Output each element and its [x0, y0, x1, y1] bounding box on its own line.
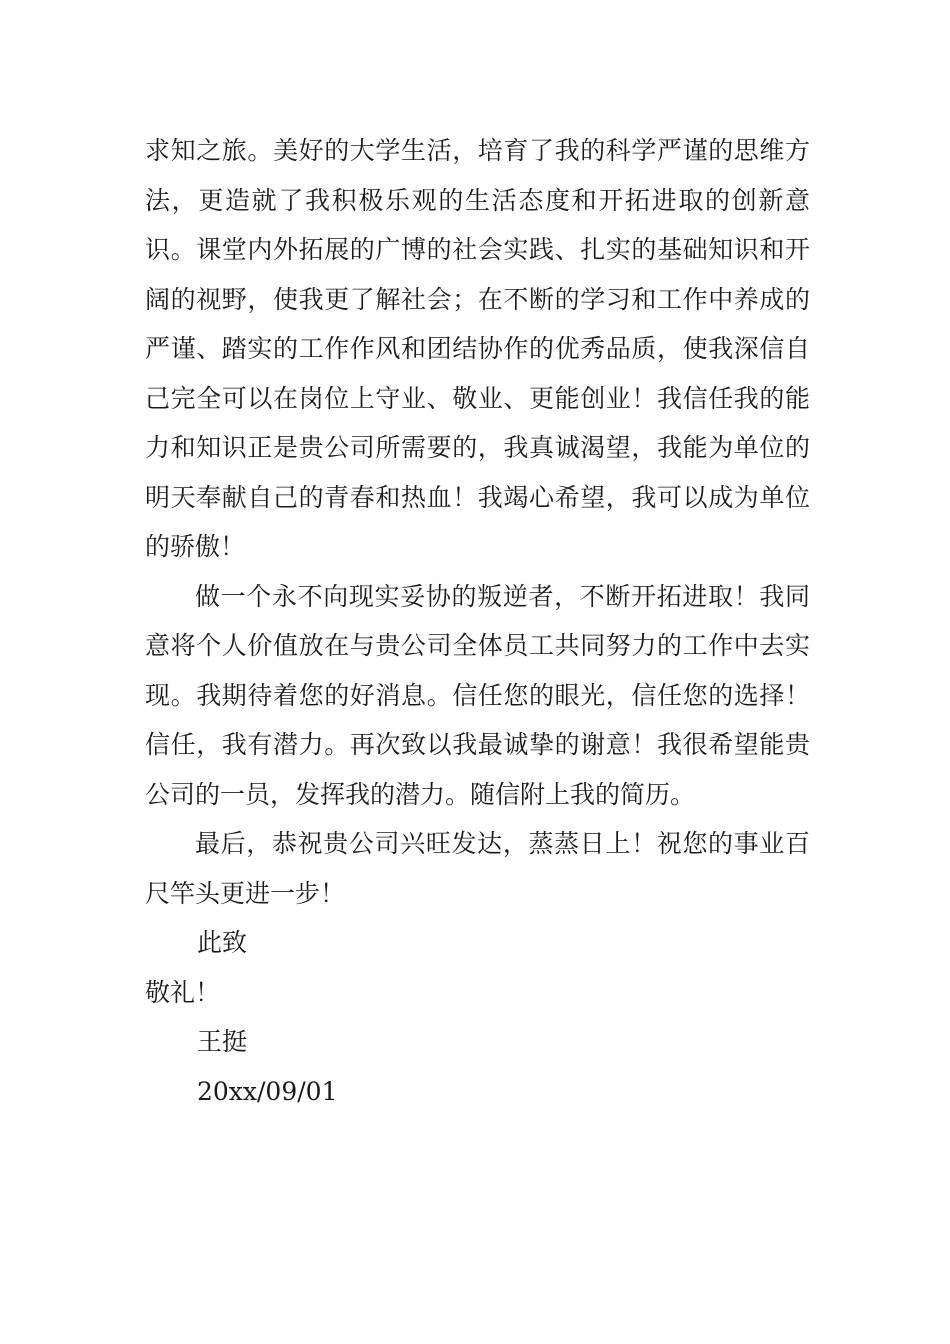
signature: 王挺: [197, 1027, 248, 1056]
paragraph-wishes: 最后，恭祝贵公司兴旺发达，蒸蒸日上！祝您的事业百尺竿头更进一步！: [145, 829, 810, 908]
letter-body: [145, 126, 810, 1116]
closing-phrase: 此致: [197, 928, 248, 957]
paragraph-commitment: 做一个永不向现实妥协的叛逆者，不断开拓进取！我同意将个人价值放在与贵公司全体员工共同努力的工作中去实现。我期待着您的好消息。信任您的眼光，信任您的选择！信任，我有潜力。再次致以我最诚挚的谢意！我很希望能贵公司的一员，发挥我的潜力。随信附上我的简历。: [145, 581, 810, 809]
paragraph-continuation: 求知之旅。美好的大学生活，培育了我的科学严谨的思维方法，更造就了我积极乐观的生活态度和开拓进取的创新意识。课堂内外拓展的广博的社会实践、扎实的基础知识和开阔的视野，使我更了解社会；在不断的学习和工作中养成的严谨、踏实的工作作风和团结协作的优秀品质，使我深信自己完全可以在岗位上守业、敬业、更能创业！我信任我的能力和知识正是贵公司所需要的，我真诚渴望，我能为单位的明天奉献自己的青春和热血！我竭心希望，我可以成为单位的骄傲！: [145, 136, 810, 561]
salutation: 敬礼！: [145, 977, 221, 1007]
letter-date: 20xx/09/01: [197, 1076, 338, 1106]
